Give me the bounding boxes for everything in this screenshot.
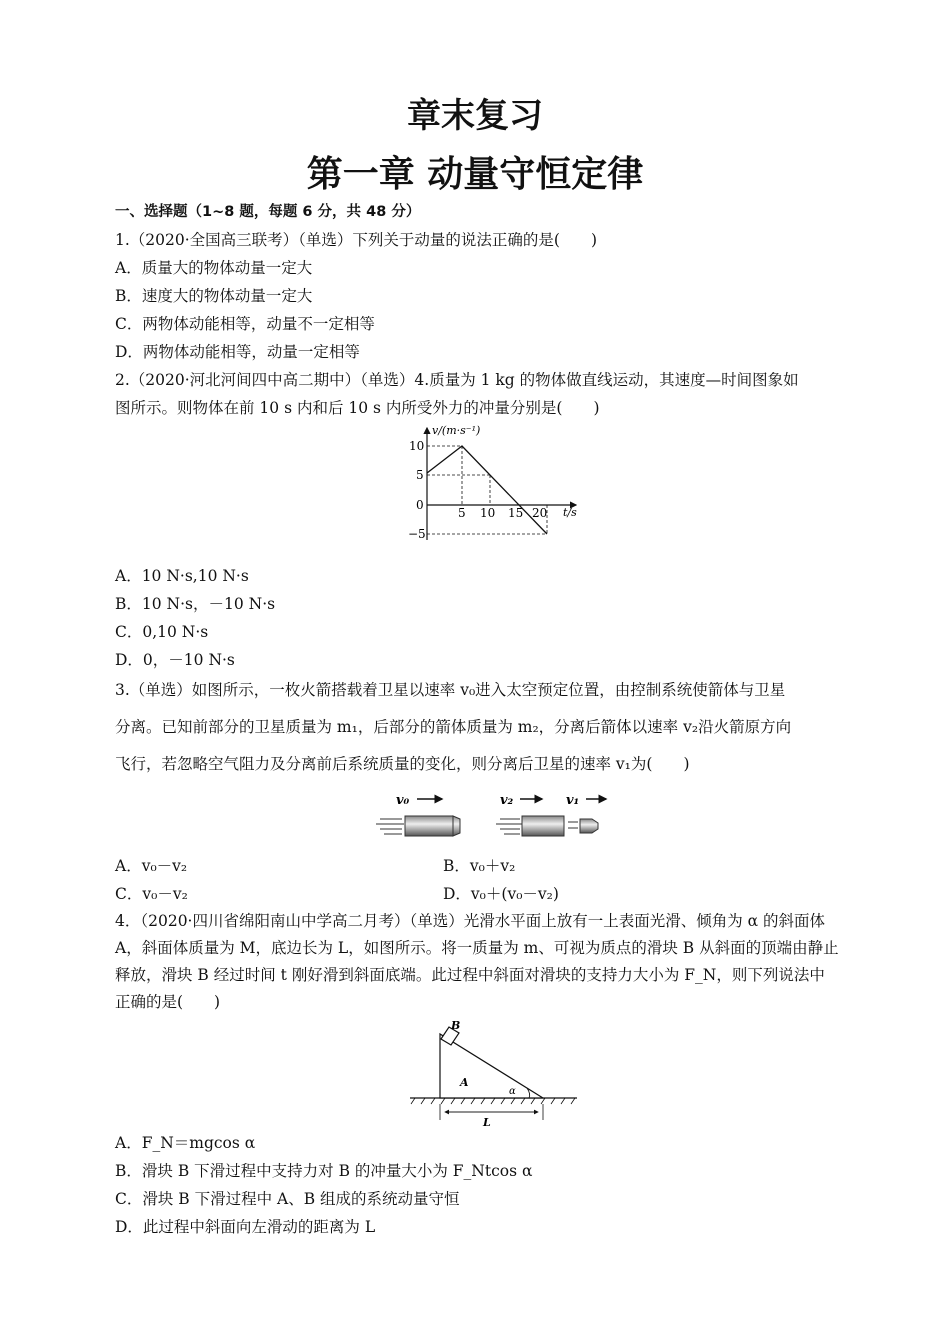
q3-option-b: B．v₀＋v₂ bbox=[443, 857, 516, 875]
length-label: L bbox=[483, 1116, 491, 1129]
q2-option-b: B．10 N·s，－10 N·s bbox=[115, 595, 276, 613]
q4-option-a: A．F_N＝mgcos α bbox=[115, 1134, 256, 1152]
q4-option-b: B．滑块 B 下滑过程中支持力对 B 的冲量大小为 F_Ntcos α bbox=[115, 1162, 533, 1180]
q2-stem-line1: 2.（2020·河北河间四中高二期中）（单选）4.质量为 1 kg 的物体做直线运动，其速度—时间图象如 bbox=[115, 371, 799, 389]
graph-xtick: 20 bbox=[532, 506, 548, 520]
velocity-time-graph bbox=[390, 420, 590, 550]
graph-ytick: 10 bbox=[409, 439, 425, 453]
q1-option-d: D．两物体动能相等，动量一定相等 bbox=[115, 343, 360, 361]
graph-xtick: 10 bbox=[480, 506, 496, 520]
graph-ytick: 0 bbox=[416, 498, 424, 512]
q2-stem-line2: 图所示。则物体在前 10 s 内和后 10 s 内所受外力的冲量分别是( ) bbox=[115, 399, 600, 417]
q4-stem: 4．（2020·四川省绵阳南山中学高二月考）（单选）光滑水平面上放有一上表面光滑、倾角为 α 的斜面体 A，斜面体质量为 M，底边长为 L，如图所示。将一质量为 m、可视为质点的滑块 B 从斜面的顶端由静止释放，滑块 B 经过时间 t 刚好滑到斜面底端。此过程中斜面对滑块的支持力大小为 F_N，则下列说法中正确的是( ) bbox=[115, 912, 839, 1011]
q2-option-a: A．10 N·s,10 N·s bbox=[115, 567, 249, 585]
chapter-title: 第一章 动量守恒定律 bbox=[306, 154, 644, 195]
block-b-label: B bbox=[451, 1020, 461, 1032]
v1-label: v₁ bbox=[566, 793, 580, 808]
q4-option-d: D．此过程中斜面向左滑动的距离为 L bbox=[115, 1218, 376, 1236]
q2-option-d: D．0，－10 N·s bbox=[115, 651, 235, 669]
incline-a-label: A bbox=[460, 1076, 469, 1089]
graph-x-label: t/s bbox=[563, 506, 577, 519]
graph-xtick: 15 bbox=[508, 506, 524, 520]
q4-option-c: C．滑块 B 下滑过程中 A、B 组成的系统动量守恒 bbox=[115, 1190, 460, 1208]
q3-option-d: D．v₀＋(v₀－v₂) bbox=[443, 885, 559, 903]
q1-option-a: A．质量大的物体动量一定大 bbox=[115, 259, 313, 277]
page-title: 章末复习 bbox=[407, 96, 543, 136]
q3-stem-line2: 分离。已知前部分的卫星质量为 m₁，后部分的箭体质量为 m₂，分离后箭体以速率 v₂沿火箭原方向 bbox=[115, 718, 792, 736]
incline-figure bbox=[405, 1020, 585, 1130]
q3-option-a: A．v₀－v₂ bbox=[115, 857, 188, 875]
rocket-separation-figure bbox=[372, 788, 612, 842]
section-heading: 一、选择题（1~8 题，每题 6 分，共 48 分） bbox=[115, 204, 421, 220]
q2-option-c: C．0,10 N·s bbox=[115, 623, 209, 641]
q3-stem-line3: 飞行，若忽略空气阻力及分离前后系统质量的变化，则分离后卫星的速率 v₁为( ) bbox=[115, 755, 690, 773]
q3-option-c: C．v₀－v₂ bbox=[115, 885, 188, 903]
q1-stem: 1.（2020·全国高三联考）（单选）下列关于动量的说法正确的是( ) bbox=[115, 231, 598, 249]
q1-option-b: B．速度大的物体动量一定大 bbox=[115, 287, 313, 305]
graph-y-label: v/(m·s⁻¹) bbox=[432, 424, 481, 437]
graph-ytick: 5 bbox=[416, 468, 424, 482]
v0-label: v₀ bbox=[396, 793, 410, 808]
q1-option-c: C．两物体动能相等，动量不一定相等 bbox=[115, 315, 375, 333]
graph-ytick: −5 bbox=[408, 527, 426, 541]
v2-label: v₂ bbox=[500, 793, 514, 808]
graph-xtick: 5 bbox=[458, 506, 466, 520]
q3-stem-line1: 3.（单选）如图所示，一枚火箭搭载着卫星以速率 v₀进入太空预定位置，由控制系统使箭体与卫星 bbox=[115, 681, 786, 699]
angle-label: α bbox=[509, 1086, 516, 1097]
